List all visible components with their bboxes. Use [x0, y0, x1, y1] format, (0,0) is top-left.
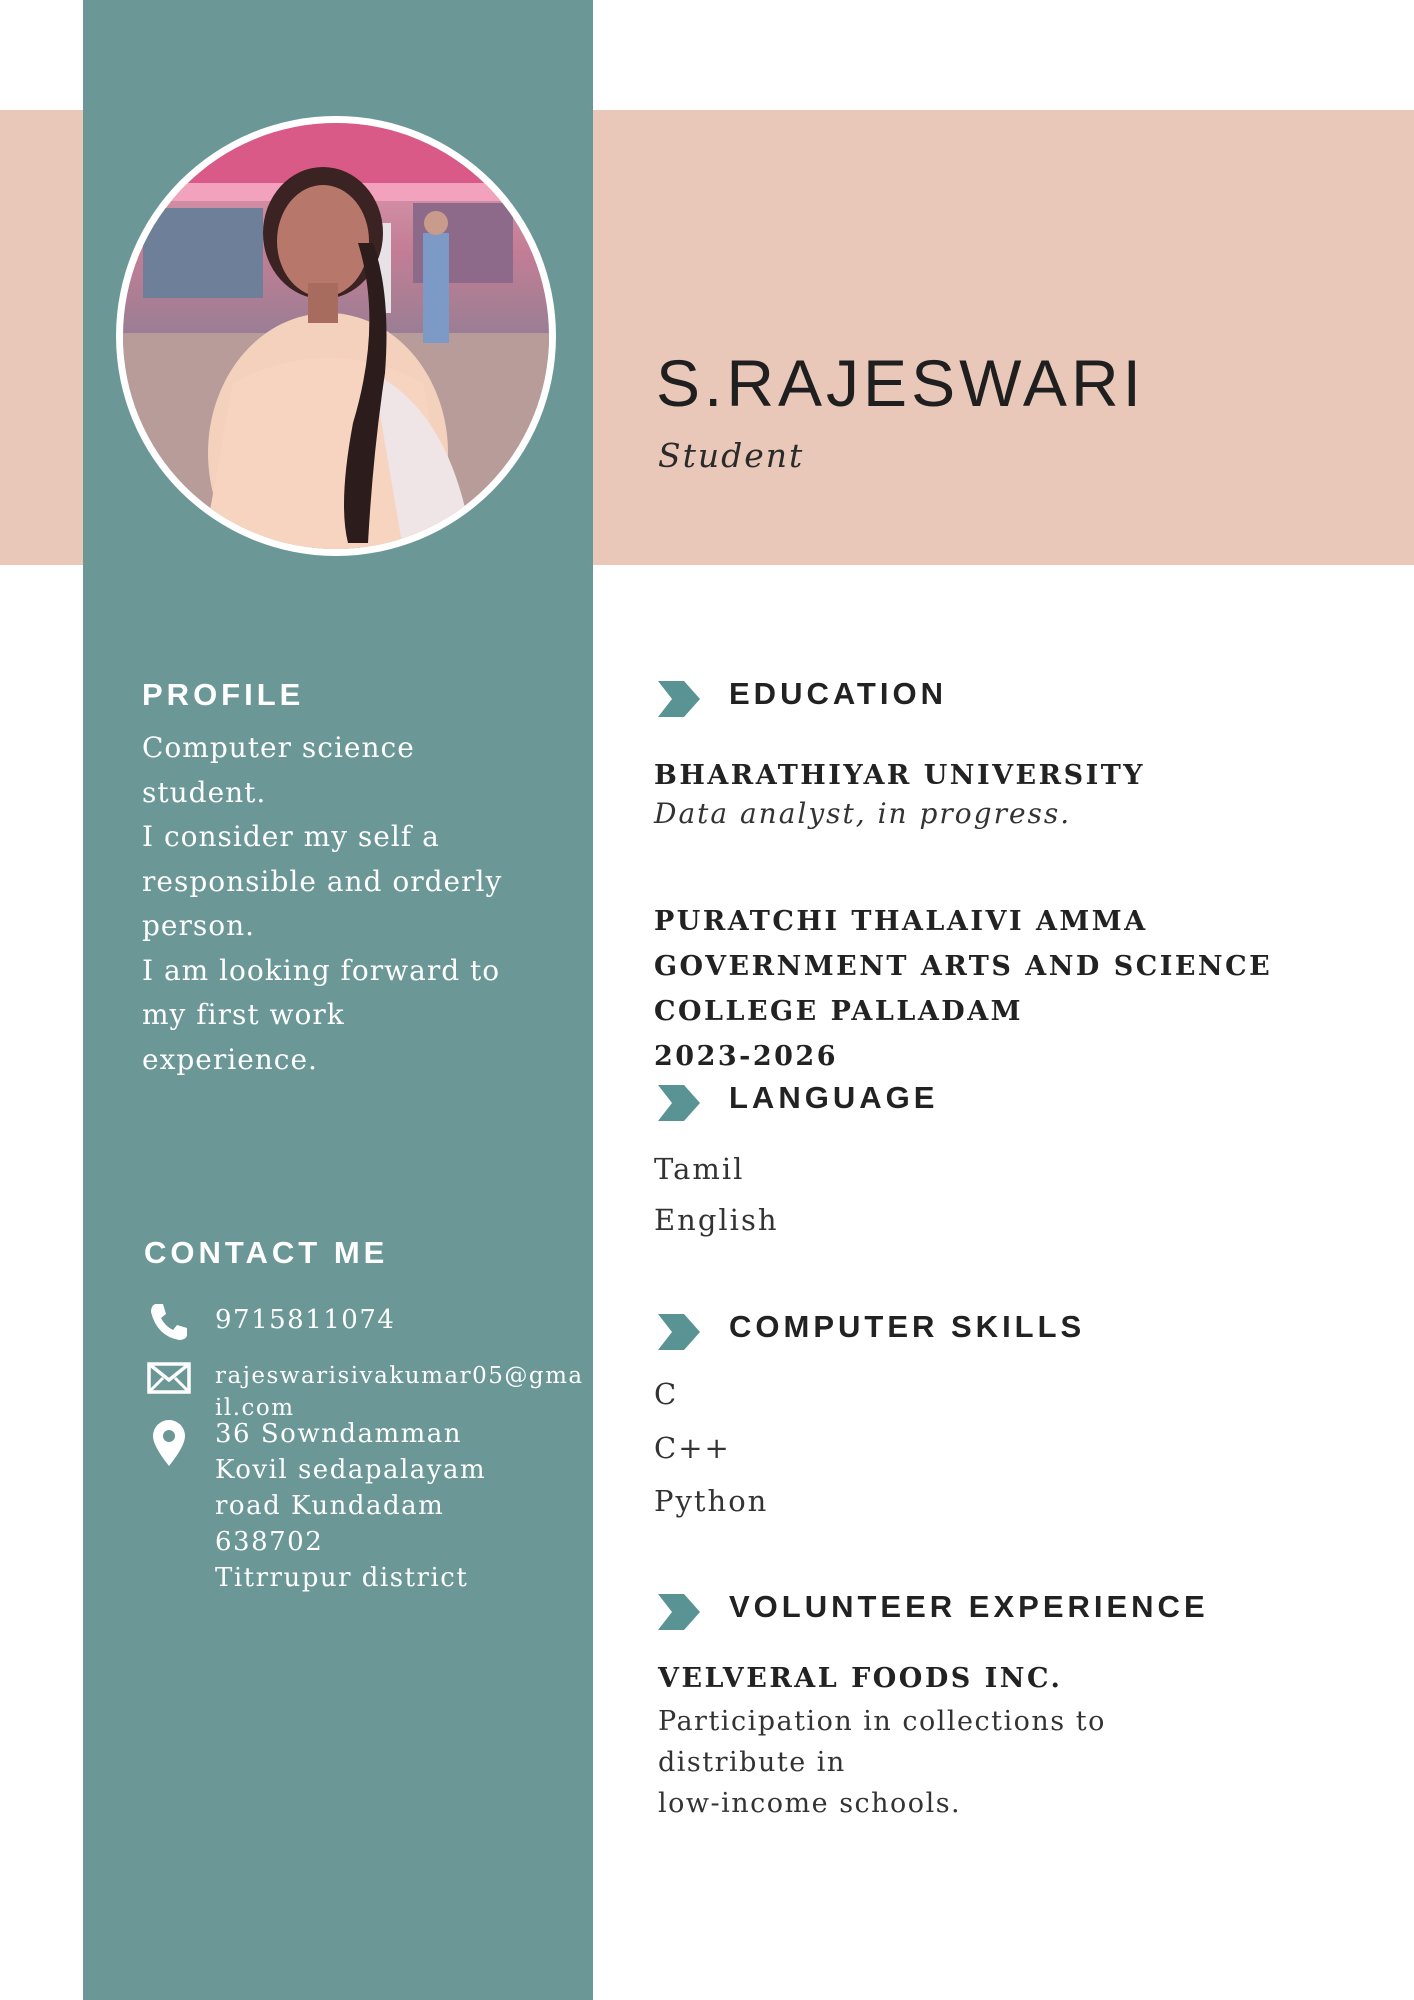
language-item: English — [654, 1203, 779, 1237]
language-chevron-icon — [656, 1083, 702, 1123]
volunteer-desc-line: Participation in collections to distribute in — [658, 1706, 1106, 1778]
education-detail: Data analyst, in progress. — [654, 797, 1072, 830]
profile-photo — [116, 116, 556, 556]
address-line: road Kundadam — [215, 1491, 445, 1521]
language-item: Tamil — [654, 1152, 745, 1186]
profile-photo-image — [123, 123, 549, 549]
email-line: il.com — [215, 1395, 295, 1421]
skills-chevron-icon — [656, 1312, 702, 1352]
volunteer-description — [658, 1701, 1258, 1824]
skill-item: C++ — [654, 1431, 731, 1465]
address — [215, 1416, 486, 1596]
volunteer-org: VELVERAL FOODS INC. — [658, 1663, 1063, 1694]
email-line: rajeswarisivakumar05@gma — [215, 1363, 584, 1389]
skill-item: C — [654, 1377, 679, 1411]
skills-heading: COMPUTER SKILLS — [729, 1309, 1086, 1344]
address-line: 36 Sowndamman — [215, 1419, 463, 1449]
education-school-line: COLLEGE PALLADAM — [654, 996, 1024, 1027]
contact-heading: CONTACT ME — [144, 1235, 389, 1270]
phone-icon — [145, 1300, 193, 1344]
education-school-line: 2023-2026 — [654, 1041, 838, 1072]
education-heading: EDUCATION — [729, 676, 947, 711]
education-chevron-icon — [656, 679, 702, 719]
skill-item: Python — [654, 1484, 769, 1518]
profile-line: responsible and orderly — [142, 864, 503, 898]
language-heading: LANGUAGE — [729, 1080, 939, 1115]
volunteer-chevron-icon — [656, 1592, 702, 1632]
profile-line: student. — [142, 775, 267, 809]
profile-text — [142, 726, 512, 1082]
address-line: Kovil sedapalayam — [215, 1455, 487, 1485]
profile-line: person. — [142, 909, 256, 942]
profile-line: I consider my self a — [142, 820, 440, 853]
education-school-line: PURATCHI THALAIVI AMMA — [654, 906, 1148, 937]
volunteer-heading: VOLUNTEER EXPERIENCE — [729, 1589, 1209, 1624]
education-school-2 — [654, 899, 1272, 1079]
volunteer-desc-line: low-income schools. — [658, 1788, 962, 1819]
profile-line: I am looking forward to — [142, 953, 501, 987]
candidate-role: Student — [658, 436, 805, 475]
profile-line: experience. — [142, 1042, 318, 1076]
address-line: Titrrupur district — [215, 1563, 469, 1593]
email-address[interactable] — [215, 1360, 584, 1424]
portrait-illustration — [123, 123, 549, 549]
education-school: BHARATHIYAR UNIVERSITY — [654, 760, 1146, 791]
address-line: 638702 — [215, 1527, 324, 1557]
education-school-line: GOVERNMENT ARTS AND SCIENCE — [654, 951, 1273, 982]
profile-line: Computer science — [142, 731, 415, 764]
profile-heading: PROFILE — [142, 677, 305, 712]
profile-line: my first work — [142, 998, 345, 1031]
mail-icon — [145, 1358, 193, 1402]
phone-number[interactable]: 9715811074 — [215, 1305, 396, 1335]
location-pin-icon — [145, 1418, 193, 1468]
candidate-name: S.RAJESWARI — [656, 346, 1145, 420]
